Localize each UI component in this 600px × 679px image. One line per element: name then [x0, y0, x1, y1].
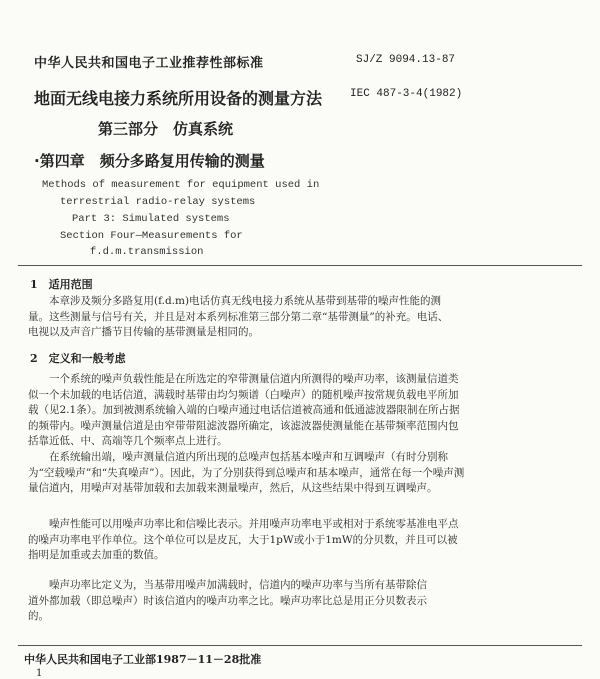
document-title: 地面无线电接力系统所用设备的测量方法 — [34, 89, 323, 108]
page-number: 1 — [36, 668, 43, 679]
section-2-heading: 2 定义和一般考虑 — [30, 352, 126, 365]
section-1-heading: 1 适用范围 — [30, 278, 93, 291]
standard-org-header: 中华人民共和国电子工业推荐性部标准 — [34, 56, 264, 71]
section-2-paragraph-1-text: 一个系统的噪声负载性能是在所选定的窄带测量信道内所测得的噪声功率，该测量信道类似一个未加载的电话信道，满载时基带由均匀频谱（白噪声）的随机噪声按常规负载电平所加载（见2.1条）。加到被测系统输入端的白噪声通过电话信道被高通和低通滤波器限制在所占据的频带内。噪声测量信道是由窄带带阻滤波器所确定，该滤波器使测量能在基带频率范围内包括靠近低、中、高端等几个频率点上进行。 — [28, 373, 460, 448]
section-2-paragraph-2-text: 在系统输出端，噪声测量信道内所出现的总噪声包括基本噪声和互调噪声（有时分别称为“空载噪声”和“失真噪声”）。因此，为了分别获得到总噪声和基本噪声，通常在每一个噪声测量信道内，用噪声对基带加载和去加载来测量噪声，然后，从这些结果中得到互调噪声。 — [28, 450, 465, 495]
english-title-line-1: Methods of measurement for equipment used in — [42, 179, 320, 191]
top-divider — [18, 265, 582, 266]
standard-number: SJ/Z 9094.13-87 — [356, 54, 456, 66]
section-1-paragraph: 本章涉及频分多路复用(f.d.m)电话仿真无线电接力系统从基带到基带的噪声性能的测量。这些测量与信号有关，并且是对本系列标准第三部分第二章“基带测量”的补充。电话、电视以及声音广播节目传输的基带测量是相同的。 — [28, 295, 449, 339]
footer-divider — [18, 645, 582, 646]
iec-reference: IEC 487-3-4(1982) — [350, 88, 463, 100]
section-2-paragraph-4: 噪声功率比定义为，当基带用噪声加满载时，信道内的噪声功率与当所有基带除信道外都加载（即总噪声）时该信道内的噪声功率之比。噪声功率比总是用正分贝数表示的。 — [28, 579, 427, 623]
approval-footer: 中华人民共和国电子工业部1987－11－28批准 — [24, 653, 262, 666]
section-title: ·第四章 频分多路复用传输的测量 — [34, 152, 265, 170]
section-2-paragraph-3: 噪声性能可以用噪声功率比和信噪比表示。并用噪声功率电平或相对于系统零基准电平点的噪声功率电平作单位。这个单位可以是皮瓦，大于1pW或小于1mW的分贝数，并且可以被指明是加重或去加重的数值。 — [28, 518, 459, 562]
section-2-paragraph-1 — [28, 372, 468, 497]
english-title-line-4: Section Four—Measurements for — [60, 230, 243, 242]
part-title: 第三部分 仿真系统 — [98, 120, 234, 138]
english-title-line-5: f.d.m.transmission — [90, 246, 204, 258]
english-title-line-3: Part 3: Simulated systems — [72, 213, 230, 225]
english-title-line-2: terrestrial radio-relay systems — [60, 196, 256, 208]
